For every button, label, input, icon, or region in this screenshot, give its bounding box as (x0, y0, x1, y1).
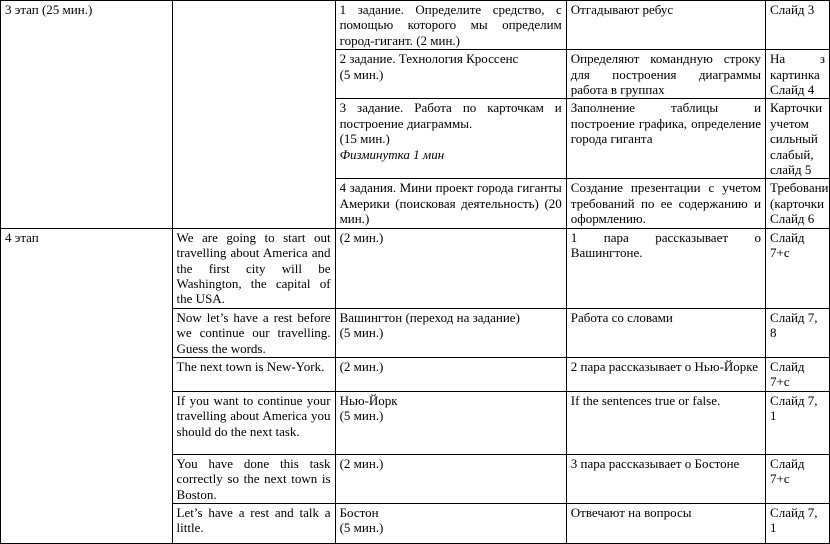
slide-cell (766, 357, 830, 391)
slide-cell (766, 179, 830, 228)
task-text: (2 мин.) (339, 229, 384, 245)
pupils-cell (566, 454, 765, 503)
slide-text: Слайд 7, 1 (770, 504, 818, 536)
teacher-cell (172, 391, 335, 454)
teacher-cell (172, 308, 335, 357)
slide-text: Слайд 7+с (770, 358, 805, 390)
teacher-text: We are going to start out travelling about America and the first city will be Washington, the capital of the USA. (176, 229, 331, 307)
slide-cell (766, 308, 830, 357)
pupils-text: If the sentences true or false. (570, 392, 721, 408)
stage-label: 3 этап (25 мин.) (5, 2, 93, 17)
pupils-text: Создание презентации с учетом требований по ее содержанию и оформлению. (570, 180, 762, 227)
pupils-cell (566, 228, 765, 308)
task-cell (335, 179, 566, 228)
teacher-text: Let’s have a rest and talk a little. (176, 504, 331, 536)
task-text: Нью-Йорк (339, 392, 398, 408)
teacher-cell (172, 503, 335, 543)
slide-text: Слайд 7+с (770, 455, 805, 487)
table-row (1, 228, 830, 308)
task-cell (335, 50, 566, 99)
pupils-text: Отвечают на вопросы (570, 504, 692, 520)
slide-text: На з картинка Слайд 4 (770, 51, 825, 98)
pupils-cell (566, 179, 765, 228)
pupils-cell (566, 1, 765, 50)
task-duration: (5 мин.) (339, 520, 384, 536)
task-duration: (5 мин.) (339, 66, 384, 82)
task-text: 3 задание. Работа по карточкам и построение диаграммы. (339, 100, 562, 131)
pupils-cell (566, 391, 765, 454)
stage-label: 4 этап (5, 229, 39, 245)
teacher-text: The next town is New-York. (176, 358, 325, 374)
pupils-text: 2 пара рассказывает о Нью-Йорке (570, 358, 759, 374)
task-cell (335, 503, 566, 543)
task-cell (335, 1, 566, 50)
teacher-cell (172, 1, 335, 229)
slide-cell (766, 1, 830, 50)
pupils-text: 3 пара рассказывает о Бостоне (570, 455, 740, 471)
slide-cell (766, 454, 830, 503)
teacher-cell (172, 357, 335, 391)
task-text: (2 мин.) (339, 455, 384, 471)
slide-cell (766, 391, 830, 454)
task-text: 4 задания. Мини проект города гиганты Америки (поисковая деятельность) (20 мин.) (339, 180, 562, 227)
task-text: (2 мин.) (339, 358, 384, 374)
task-cell (335, 228, 566, 308)
pupils-text: 1 пара рассказывает о Вашингтоне. (570, 229, 762, 261)
table-row (1, 1, 830, 50)
teacher-text: You have done this task correctly so the next town is Boston. (176, 455, 331, 502)
slide-text: Слайд 7+с (770, 229, 805, 261)
stage-cell (1, 228, 173, 543)
task-duration: (5 мин.) (339, 325, 384, 341)
slide-text: Карточки учетом сильный слабый, слайд 5 (770, 100, 823, 178)
task-text: 2 задание. Технология Кроссенс (339, 51, 519, 67)
task-cell (335, 454, 566, 503)
task-cell (335, 308, 566, 357)
pupils-cell (566, 503, 765, 543)
task-note: Физминутка 1 мин (339, 146, 445, 162)
pupils-text: Заполнение таблицы и построение графика, определение города гиганта (570, 100, 762, 147)
teacher-text: If you want to continue your travelling about America you should do the next task. (176, 392, 331, 439)
slide-text: Слайд 7, 1 (770, 392, 818, 424)
slide-text: Слайд 3 (770, 2, 815, 17)
teacher-cell (172, 228, 335, 308)
task-text: Бостон (339, 504, 379, 520)
slide-text: Слайд 7, 8 (770, 309, 818, 341)
slide-cell (766, 50, 830, 99)
task-duration: (5 мин.) (339, 408, 384, 424)
stage-cell (1, 1, 173, 229)
slide-text: Требовани (карточки Слайд 6 (770, 180, 829, 227)
slide-cell (766, 99, 830, 179)
pupils-cell (566, 308, 765, 357)
task-text: Вашингтон (переход на задание) (339, 309, 520, 325)
slide-cell (766, 228, 830, 308)
pupils-text: Определяют командную строку для построения диаграммы работа в группах (570, 51, 762, 98)
task-cell (335, 99, 566, 179)
pupils-cell (566, 357, 765, 391)
pupils-text: Отгадывают ребус (570, 2, 674, 17)
task-text: 1 задание. Определите средство, с помощью которого мы определим город-гигант. (2 мин.) (339, 2, 562, 48)
task-duration: (15 мин.) (339, 131, 390, 147)
teacher-cell (172, 454, 335, 503)
pupils-cell (566, 50, 765, 99)
task-cell (335, 357, 566, 391)
task-cell (335, 391, 566, 454)
pupils-text: Работа со словами (570, 309, 673, 325)
teacher-text: Now let’s have a rest before we continue our travelling. Guess the words. (176, 309, 331, 356)
slide-cell (766, 503, 830, 543)
pupils-cell (566, 99, 765, 179)
